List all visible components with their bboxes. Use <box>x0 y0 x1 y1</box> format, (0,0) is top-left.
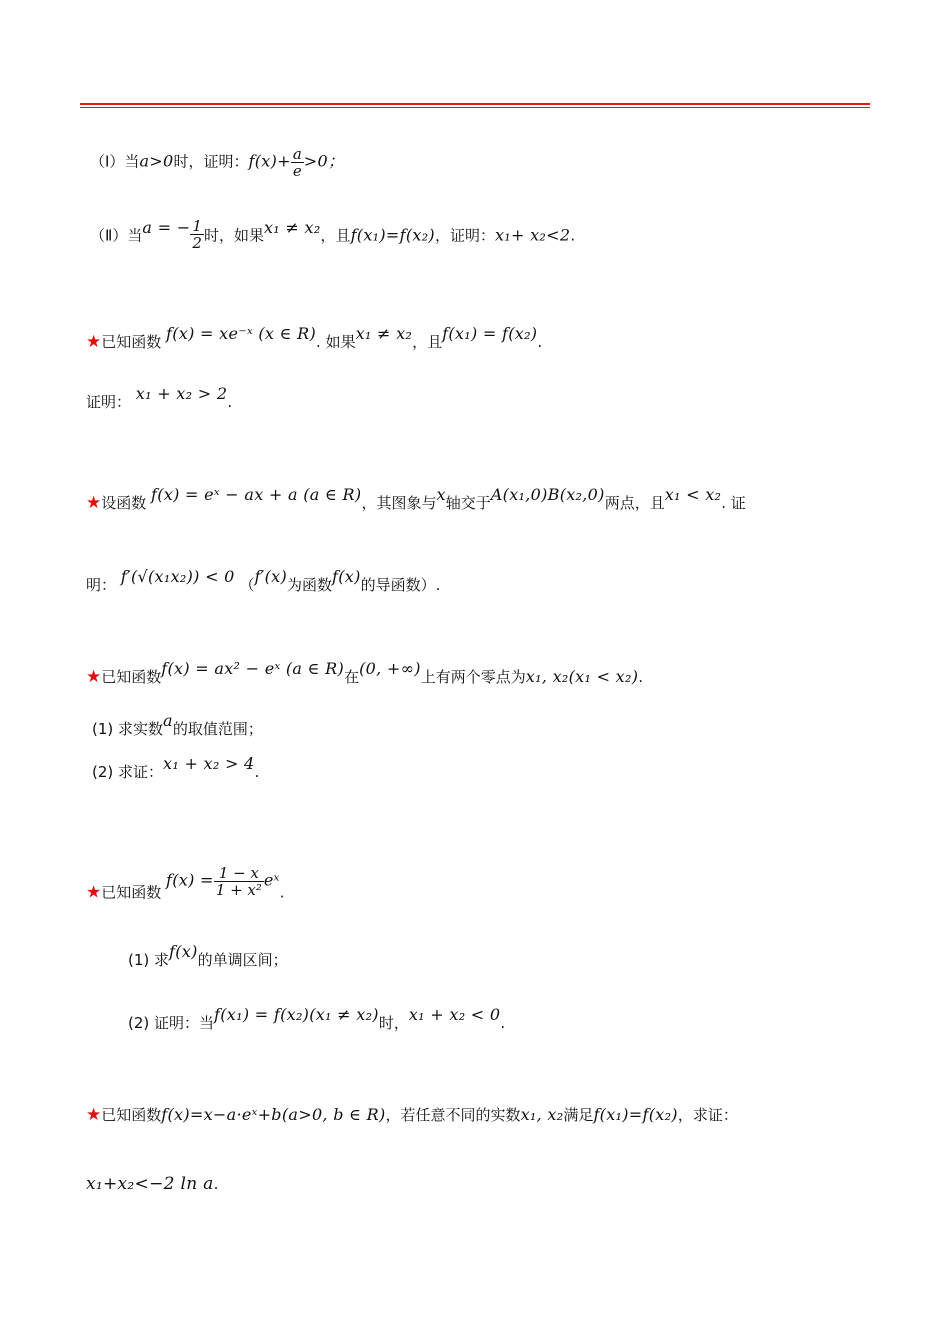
text: 已知函数 <box>101 1106 162 1124</box>
text: . <box>570 226 576 245</box>
text: . <box>500 1014 506 1032</box>
math-derivative: f′(x) <box>254 567 288 586</box>
fraction <box>214 865 264 898</box>
text: 已知函数 <box>101 668 162 686</box>
text: 的单调区间； <box>197 951 288 969</box>
problem-4-question-2 <box>128 1005 506 1035</box>
math-condition: f(x₁)=f(x₂) <box>350 225 435 245</box>
text: ，其图象与 <box>361 494 437 512</box>
problem-4-line-1 <box>86 864 285 910</box>
text: ，且 <box>320 226 351 245</box>
fraction-denominator: 1 + x² <box>215 881 262 899</box>
text: ，若任意不同的实数 <box>385 1106 521 1124</box>
problem-5-line-2 <box>86 1172 218 1196</box>
fraction-numerator: 1 − x <box>214 865 264 882</box>
text: . <box>254 763 260 781</box>
star-icon: ★ <box>86 667 102 687</box>
math-goal: x₁+x₂<−2 ln a <box>86 1174 214 1194</box>
math-expression: eˣ <box>263 870 280 890</box>
fraction <box>190 218 204 251</box>
text: 时，如果 <box>203 226 264 245</box>
math-expression: f(x)+ <box>248 151 291 171</box>
part-label: （Ⅱ）当 <box>90 226 143 245</box>
math-goal: x₁ + x₂ > 4 <box>163 754 255 773</box>
text: ，求证： <box>677 1106 738 1124</box>
math-function: f(x) = ax² − eˣ (a ∈ R) <box>161 659 345 678</box>
fraction-numerator: 1 <box>192 217 202 235</box>
math-function: f(x) <box>332 567 361 586</box>
header-rule-thin <box>80 107 870 108</box>
text: ，且 <box>412 333 443 351</box>
text: 已知函数 <box>101 883 162 902</box>
math-expression: >0； <box>303 151 345 171</box>
text: （ <box>239 576 255 594</box>
text: 轴交于 <box>445 494 491 512</box>
star-icon: ★ <box>86 332 102 352</box>
text: . <box>279 883 285 902</box>
fraction-denominator: 2 <box>192 234 202 252</box>
problem-0-part-1 <box>90 146 344 179</box>
text: . 证 <box>721 494 746 512</box>
text: 已知函数 <box>101 333 162 351</box>
text: 满足 <box>563 1106 594 1124</box>
math-condition: f(x₁) = f(x₂)(x₁ ≠ x₂) <box>214 1005 379 1024</box>
math-function: f(x) = xe⁻ˣ (x ∈ R) <box>166 324 317 343</box>
question-label: (2) 求证： <box>92 763 164 781</box>
question-label: (1) 求 <box>128 951 170 969</box>
math-function-fraction <box>166 865 280 898</box>
math-variable: a <box>163 711 173 730</box>
text: 时，证明： <box>173 152 249 171</box>
text: 的导函数）. <box>360 576 441 594</box>
math-condition: x₁ ≠ x₂ <box>263 217 321 237</box>
problem-3-line-1 <box>86 659 644 689</box>
star-icon: ★ <box>86 882 102 903</box>
math-points: A(x₁,0)B(x₂,0) <box>490 485 605 504</box>
star-icon: ★ <box>86 493 102 513</box>
math-variables: x₁, x₂ <box>520 1105 564 1124</box>
math-interval: (0, +∞) <box>359 659 421 678</box>
problem-1-line-1 <box>86 324 543 354</box>
text: 的取值范围； <box>172 720 263 738</box>
math-condition: a>0 <box>139 151 174 171</box>
text: 两点，且 <box>604 494 665 512</box>
text: 在 <box>344 668 360 686</box>
question-label: (1) 求实数 <box>92 720 164 738</box>
fraction-numerator: a <box>292 145 302 163</box>
problem-5-line-1 <box>86 1103 738 1127</box>
problem-2-line-2 <box>86 567 441 597</box>
math-goal: x₁+ x₂<2 <box>494 225 571 245</box>
math-condition: f(x₁)=f(x₂) <box>593 1105 678 1124</box>
text: 设函数 <box>101 494 147 512</box>
text: 明： <box>86 576 117 594</box>
problem-2-line-1 <box>86 485 746 515</box>
math-condition: x₁ < x₂ <box>664 485 722 504</box>
math-function: f(x) <box>169 942 198 961</box>
question-label: (2) 证明：当 <box>128 1014 215 1032</box>
math-zeros: x₁, x₂(x₁ < x₂) <box>525 667 639 686</box>
text: . <box>213 1175 219 1193</box>
math-goal: x₁ + x₂ > 2 <box>135 384 228 403</box>
problem-3-question-2 <box>92 754 260 784</box>
text: . <box>638 668 644 686</box>
math-goal: x₁ + x₂ < 0 <box>408 1005 501 1024</box>
text: ，证明： <box>434 226 495 245</box>
text: . <box>227 393 233 411</box>
problem-1-line-2 <box>86 384 233 414</box>
text: 上有两个零点为 <box>420 668 526 686</box>
problem-4-question-1 <box>128 942 288 972</box>
text: . <box>537 333 543 351</box>
math-variable: x <box>436 485 446 504</box>
math-condition: a = − <box>142 217 191 237</box>
fraction <box>291 146 304 179</box>
text: 证明： <box>86 393 132 411</box>
fraction-denominator: e <box>292 162 302 180</box>
text: 为函数 <box>287 576 333 594</box>
star-icon: ★ <box>86 1105 102 1125</box>
problem-3-question-1 <box>92 711 263 741</box>
math-function: f(x) = <box>166 870 214 890</box>
math-function: f(x)=x−a·eˣ+b(a>0, b ∈ R) <box>161 1105 386 1124</box>
header-rule-thick <box>80 103 870 105</box>
text: 时， <box>378 1014 409 1032</box>
math-condition: x₁ ≠ x₂ <box>355 324 413 343</box>
problem-0-part-2 <box>90 217 576 253</box>
math-condition: f(x₁) = f(x₂) <box>442 324 538 343</box>
text: . 如果 <box>316 333 356 351</box>
math-function: f(x) = eˣ − ax + a (a ∈ R) <box>151 485 362 504</box>
math-goal: f′(√(x₁x₂)) < 0 <box>120 567 235 586</box>
part-label: （Ⅰ）当 <box>90 152 140 171</box>
